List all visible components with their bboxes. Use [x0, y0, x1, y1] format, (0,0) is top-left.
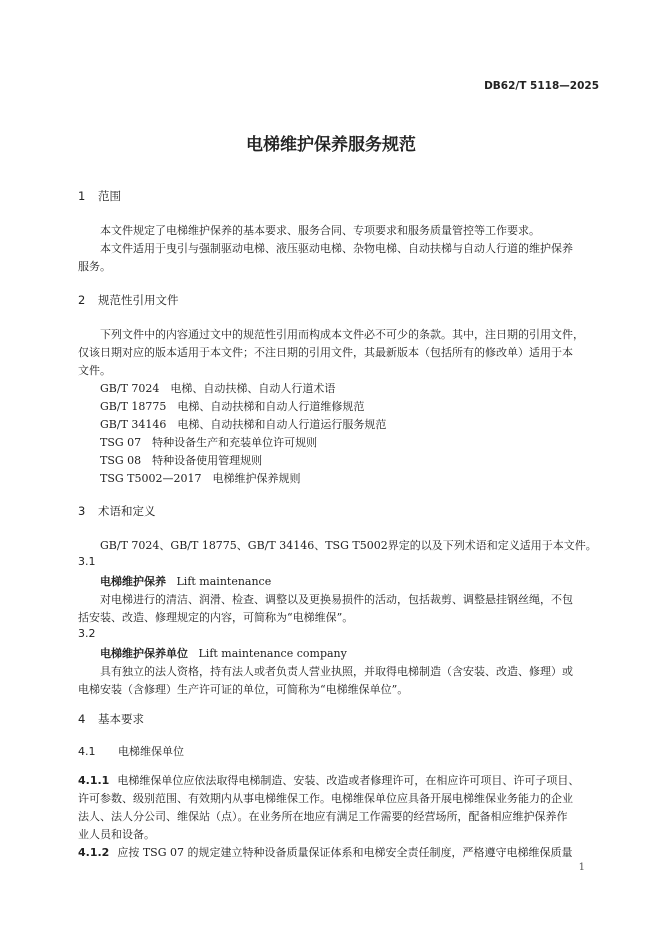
term-zh: 电梯维护保养 [100, 575, 166, 588]
paragraph-line: 括安装、改造、修理规定的内容，可简称为“电梯维保”。 [78, 611, 354, 624]
subsection-number: 4.1 [78, 745, 96, 758]
section-title: 术语和定义 [98, 504, 156, 518]
section-title: 范围 [98, 189, 121, 203]
subsection-heading [78, 743, 184, 759]
term-title [100, 573, 271, 589]
clause-line [78, 844, 572, 860]
paragraph-line: 仅该日期对应的版本适用于本文件；不注日期的引用文件，其最新版本（包括所有的修改单）适用于本 [78, 346, 573, 359]
section-heading [78, 188, 121, 204]
reference-item: TSG T5002—2017 电梯维护保养规则 [100, 472, 301, 485]
reference-item: GB/T 7024 电梯、自动扶梯、自动人行道术语 [100, 382, 336, 395]
reference-item: GB/T 18775 电梯、自动扶梯和自动人行道维修规范 [100, 400, 365, 413]
section-number: 4 [78, 712, 86, 726]
paragraph-line: 本文件适用于曳引与强制驱动电梯、液压驱动电梯、杂物电梯、自动扶梯与自动人行道的维护保养 [100, 242, 573, 255]
paragraph-line: 具有独立的法人资格，持有法人或者负责人营业执照，并取得电梯制造（含安装、改造、修理）或 [100, 665, 573, 678]
term-title [100, 645, 347, 661]
section-number: 2 [78, 293, 86, 307]
term-zh: 电梯维护保养单位 [100, 647, 188, 660]
clause-number: 4.1.1 [78, 774, 110, 787]
paragraph-line: 服务。 [78, 260, 111, 273]
reference-item: TSG 07 特种设备生产和充装单位许可规则 [100, 436, 318, 449]
paragraph-line: 对电梯进行的清洁、润滑、检查、调整以及更换易损件的活动，包括裁剪、调整悬挂钢丝绳，不包 [100, 593, 573, 606]
subsection-title: 电梯维保单位 [118, 745, 184, 758]
paragraph-line: 文件。 [78, 364, 111, 377]
term-en: Lift maintenance [176, 575, 272, 588]
section-heading [78, 292, 179, 308]
page-number: 1 [578, 862, 585, 873]
paragraph-line: 业人员和设备。 [78, 828, 155, 841]
clause-line [78, 772, 579, 788]
section-number: 3 [78, 504, 86, 518]
section-heading [78, 503, 156, 519]
clause-text: 应按 TSG 07 的规定建立特种设备质量保证体系和电梯安全责任制度，严格遵守电梯维保质量 [117, 846, 573, 859]
section-title: 基本要求 [98, 712, 144, 726]
paragraph-line: 电梯安装（含修理）生产许可证的单位，可简称为“电梯维保单位”。 [78, 683, 409, 696]
term-number: 3.2 [78, 627, 96, 640]
paragraph-line: 许可参数、级别范围、有效期内从事电梯维保工作。电梯维保单位应具备开展电梯维保业务能力的企业 [78, 792, 573, 805]
section-number: 1 [78, 189, 86, 203]
term-en: Lift maintenance company [198, 647, 347, 660]
reference-item: GB/T 34146 电梯、自动扶梯和自动人行道运行服务规范 [100, 418, 387, 431]
document-id: DB62/T 5118—2025 [484, 80, 599, 92]
term-number: 3.1 [78, 555, 96, 568]
clause-text: 电梯维保单位应依法取得电梯制造、安装、改造或者修理许可，在相应许可项目、许可子项目、 [117, 774, 580, 787]
paragraph-line: 法人、法人分公司、维保站（点）。在业务所在地应有满足工作需要的经营场所，配备相应维护保养作 [78, 810, 568, 823]
paragraph-line: GB/T 7024、GB/T 18775、GB/T 34146、TSG T5002界定的以及下列术语和定义适用于本文件。 [100, 539, 597, 552]
paragraph-line: 本文件规定了电梯维护保养的基本要求、服务合同、专项要求和服务质量管控等工作要求。 [100, 224, 540, 237]
section-title: 规范性引用文件 [98, 293, 179, 307]
section-heading [78, 711, 144, 727]
paragraph-line: 下列文件中的内容通过文中的规范性引用而构成本文件必不可少的条款。其中，注日期的引用文件， [100, 328, 584, 341]
reference-item: TSG 08 特种设备使用管理规则 [100, 454, 263, 467]
document-title: 电梯维护保养服务规范 [246, 135, 416, 155]
clause-number: 4.1.2 [78, 846, 110, 859]
